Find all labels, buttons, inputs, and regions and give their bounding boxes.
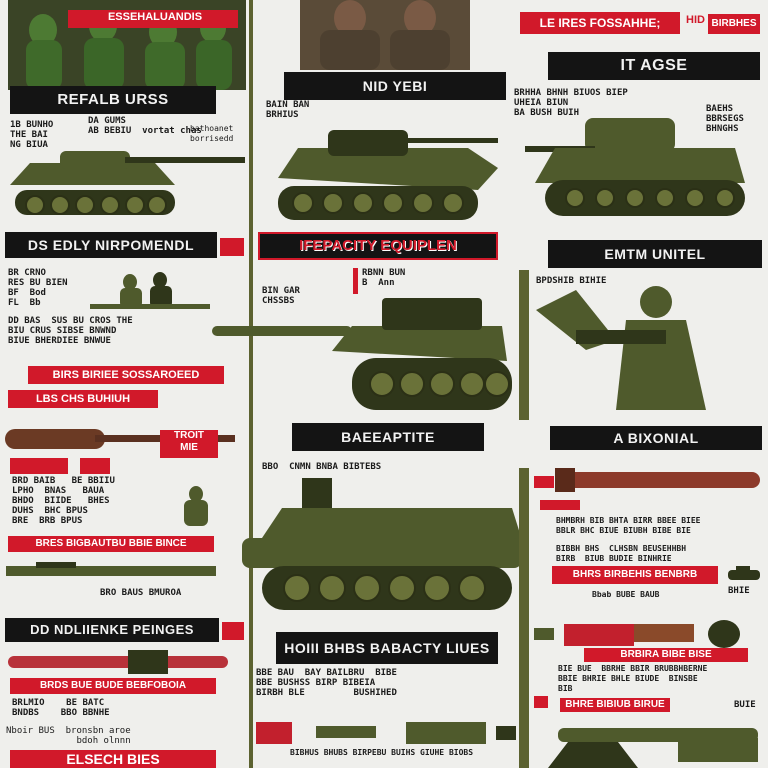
left-red-bar-2: LBS CHS BUHIUH <box>8 390 158 408</box>
soldier-icon <box>176 486 216 526</box>
soldier-firing-icon <box>536 280 716 420</box>
column-divider-right-lower <box>519 468 529 768</box>
left-spec-grid: BRD BAIB BE BBIIU LPHO BNAS BAUA BHDO BIIDE BHES DUHS BHC BPUS BRE BRB BPUS <box>12 476 115 526</box>
right-red-bar-1: BHRS BIRBEHIS BENBRB <box>552 566 718 584</box>
center-title-lower: HOIII BHBS BABACTY LIUES <box>276 632 498 664</box>
left-bottom-red: ELSECH BIES <box>10 750 216 768</box>
left-specs-2: BR CRNO RES BU BIEN BF Bod FL Bb <box>8 268 68 308</box>
center-title-main: IFEPACITY EQUIPLEN <box>299 237 457 254</box>
column-divider-right-upper <box>519 270 529 420</box>
right-title-2: EMTM UNITEL <box>548 240 762 268</box>
right-top-red-num: HID <box>686 14 705 26</box>
left-red-chip-a <box>10 458 68 474</box>
center-caption-lower: BBE BAU BAY BAILBRU BIBE BBE BUSHSS BIRP BIBEIA BIRBH BLE BUSHIHED <box>256 668 397 698</box>
left-red-bar-4: BRDS BUE BUDE BEBFOBOIA <box>10 678 216 694</box>
right-red-chip-1 <box>534 476 554 488</box>
left-specs-1b: DA GUMS AB BEBIU vortat chas <box>88 116 202 136</box>
soldiers-pair-icon <box>300 0 470 70</box>
center-tank-2-icon <box>212 286 512 416</box>
soldiers-photo <box>8 0 246 90</box>
center-small-label-3: BIN GAR CHSSBS <box>262 286 300 306</box>
left-caption-4: BRLMIO BE BATC BNDBS BBO BBNHE <box>12 698 110 718</box>
right-specs-1: BRHHA BHNH BIUOS BIEP UHEIA BIUN BA BUSH BUIH <box>514 88 628 118</box>
center-small-label: BAIN BAN BRHIUS <box>266 100 310 120</box>
left-title-2: DS EDLY NIRPOMENDL <box>5 232 217 258</box>
center-tank-icon <box>258 118 508 228</box>
center-bottom-text: BIBHUS BHUBS BIRPEBU BUIHS GIUHE BIOBS <box>290 748 474 757</box>
left-title-1: REFALB URSS <box>10 86 216 114</box>
right-specs-1b: BAEHS BBRSEGS BHNGHS <box>706 104 744 134</box>
left-red-marker <box>220 238 244 256</box>
left-specs-1c: bathoanet borrisedd <box>190 124 234 143</box>
center-soldiers-photo <box>300 0 470 70</box>
center-small-label-2: RBNN BUN B Ann <box>362 268 406 288</box>
right-specs-3: BHMBRH BIB BHTA BIRR BBEE BIEE BBLR BHC BIUE BIUBH BIBE BIE <box>556 516 701 535</box>
left-red-bar-3: BRES BIGBAUTBU BBIE BINCE <box>8 536 214 552</box>
right-spec-top: BPDSHIB BIHIE <box>536 276 607 286</box>
top-banner-text: ESSEHALUANDIS <box>107 11 203 23</box>
ammo-row-icon <box>256 722 516 744</box>
launcher-icon <box>8 650 238 674</box>
right-red-bar-3: BHRE BIBIUB BIRUE <box>560 698 670 712</box>
small-tank-icon <box>724 566 764 582</box>
left-red-tag-1: TROIT MIE <box>160 430 218 458</box>
right-red-chip-3 <box>534 696 548 708</box>
left-red-marker-2 <box>222 622 244 640</box>
missile-icon <box>555 466 765 496</box>
right-red-bar-2: BRBIRA BIBE BISE <box>584 648 748 662</box>
artillery-icon <box>534 620 764 650</box>
center-tank-3-icon <box>242 478 532 618</box>
rifle-icon <box>6 562 226 582</box>
right-specs-4: BIBBH BHS CLHSBN BEUSEHHBH BIRB BIUB BUDIE BINHRIE <box>556 544 687 563</box>
right-red-chip-2 <box>540 500 580 510</box>
right-top-small: BIRBHES <box>708 14 760 34</box>
right-tag-1: BHIE <box>728 586 750 596</box>
left-tank-icon <box>5 145 245 225</box>
field-gun-icon <box>538 718 768 768</box>
right-title-3: A BIXONIAL <box>550 426 762 450</box>
right-specs-5: BIE BUE BBRHE BBIR BRUBBHBERNE BBIE BHRIE BHLE BIUDE BINSBE BIB <box>558 664 708 693</box>
left-specs-1: 1B BUNHO THE BAI NG BIUA <box>10 120 54 150</box>
left-caption-3: BRO BAUS BMUROA <box>100 588 182 598</box>
left-list-2: DD BAS SUS BU CROS THE BIU CRUS SIBSE BNWND BIUE BHERDIEE BNWUE <box>8 316 133 346</box>
left-red-bar-1: BIRS BIRIEE SOSSAROEED <box>28 366 224 384</box>
right-caption-1: Bbab BUBE BAUB <box>592 590 660 599</box>
right-title-1: IT AGSE <box>548 52 760 80</box>
center-title-mid: BAEEAPTITE <box>292 423 484 451</box>
left-caption-5: Nboir BUS bronsbn aroe bdoh olnnn <box>6 726 131 746</box>
crew-icon <box>90 270 210 310</box>
left-red-chip-b <box>80 458 110 474</box>
right-tank-icon <box>525 108 755 228</box>
center-label-top: NID YEBI <box>284 72 506 100</box>
left-title-3: DD NDLIIENKE PEINGES <box>5 618 219 642</box>
center-stats: BBO CNMN BNBA BIBTEBS <box>262 462 382 472</box>
right-top-red: LE IRES FOSSAHHE; <box>520 12 680 34</box>
right-tag-2: BUIE <box>734 700 756 710</box>
